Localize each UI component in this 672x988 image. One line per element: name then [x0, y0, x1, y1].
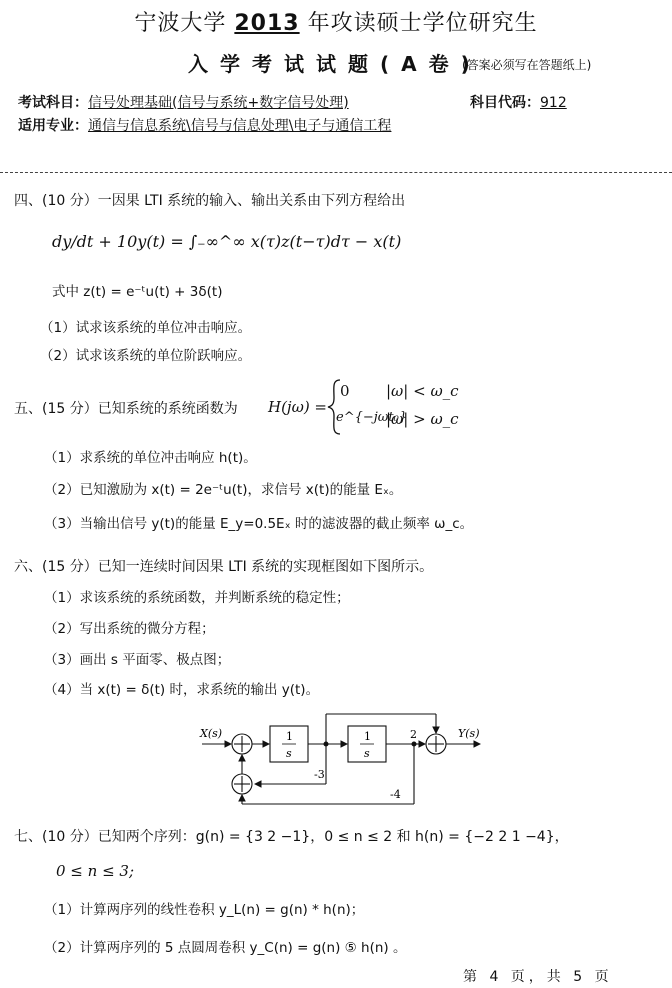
q7-stem: 七、(10 分）已知两个序列：g(n) = {3 2 −1}，0 ≤ n ≤ 2 和 h(n) = {−2 2 1 −4}， — [14, 829, 569, 845]
gain-feedback-2: -4 — [390, 788, 401, 801]
q4-equation: dy/dt + 10y(t) = ∫₋∞^∞ x(τ)z(t−τ)dτ − x(t) — [52, 232, 402, 251]
q4-part1: （1）试求该系统的单位冲击响应。 — [40, 320, 252, 336]
integrator-1-num: 1 — [286, 730, 293, 743]
q5-case2-condition: |ω| > ω_c — [386, 410, 459, 428]
page-footer: 第 4 页，共 5 页 — [463, 969, 613, 985]
exam-subtitle: 入学考试试题(A卷) — [188, 52, 482, 76]
gain-feedback-1: -3 — [314, 768, 325, 781]
q7-range: 0 ≤ n ≤ 3; — [56, 862, 135, 880]
q5-part1: （1）求系统的单位冲击响应 h(t)。 — [44, 450, 257, 466]
q6-part1: （1）求该系统的系统函数，并判断系统的稳定性； — [44, 590, 350, 606]
subject-label: 考试科目： — [18, 95, 88, 111]
gain-feedforward: 2 — [410, 728, 417, 741]
major-label: 适用专业： — [18, 118, 88, 134]
separator-line — [0, 172, 672, 174]
q6-part4: （4）当 x(t) = δ(t) 时，求系统的输出 y(t)。 — [44, 682, 320, 698]
label-input: X(s) — [200, 727, 223, 740]
q5-case1-value: 0 — [340, 382, 350, 400]
major-line — [18, 115, 391, 135]
q7-part2: （2）计算两序列的 5 点圆周卷积 y_C(n) = g(n) ⑤ h(n) 。 — [44, 940, 407, 956]
code-label: 科目代码： — [470, 95, 540, 111]
q6-stem: 六、(15 分）已知一连续时间因果 LTI 系统的实现框图如下图所示。 — [14, 559, 434, 575]
q5-case1-condition: |ω| < ω_c — [386, 382, 459, 400]
subject-line — [18, 92, 349, 112]
q5-hfunc: H(jω) = — [268, 398, 328, 416]
q4-where: 式中 z(t) = e⁻ᵗu(t) + 3δ(t) — [52, 284, 223, 300]
q5-part2: （2）已知激励为 x(t) = 2e⁻ᵗu(t)，求信号 x(t)的能量 Eₓ。 — [44, 482, 403, 498]
block-diagram — [190, 706, 490, 810]
q5-case2-value: e^{−jωt₀} — [336, 410, 408, 425]
integrator-1-den: s — [286, 747, 292, 760]
exam-title: 宁波大学 2013 年攻读硕士学位研究生 — [134, 11, 538, 36]
q6-part2: （2）写出系统的微分方程； — [44, 621, 215, 637]
label-output: Y(s) — [458, 727, 480, 740]
subject-value: 信号处理基础(信号与系统+数字信号处理) — [88, 95, 349, 111]
q7-part1: （1）计算两序列的线性卷积 y_L(n) = g(n) * h(n)； — [44, 902, 365, 918]
q4-stem: 四、(10 分）一因果 LTI 系统的输入、输出关系由下列方程给出 — [14, 193, 406, 209]
q4-part2: （2）试求该系统的单位阶跃响应。 — [40, 348, 252, 364]
q5-stem: 五、(15 分）已知系统的系统函数为 — [14, 401, 238, 417]
q6-part3: （3）画出 s 平面零、极点图； — [44, 652, 231, 668]
integrator-2-den: s — [364, 747, 370, 760]
q5-part3: （3）当输出信号 y(t)的能量 E_y=0.5Eₓ 时的滤波器的截止频率 ω_c。 — [44, 516, 474, 532]
major-value: 通信与信息系统\信号与信息处理\电子与通信工程 — [88, 118, 392, 134]
integrator-2-num: 1 — [364, 730, 371, 743]
code-value: 912 — [540, 95, 567, 111]
exam-subtitle-note: (答案必须写在答题纸上) — [462, 58, 592, 72]
code-line — [470, 92, 567, 112]
